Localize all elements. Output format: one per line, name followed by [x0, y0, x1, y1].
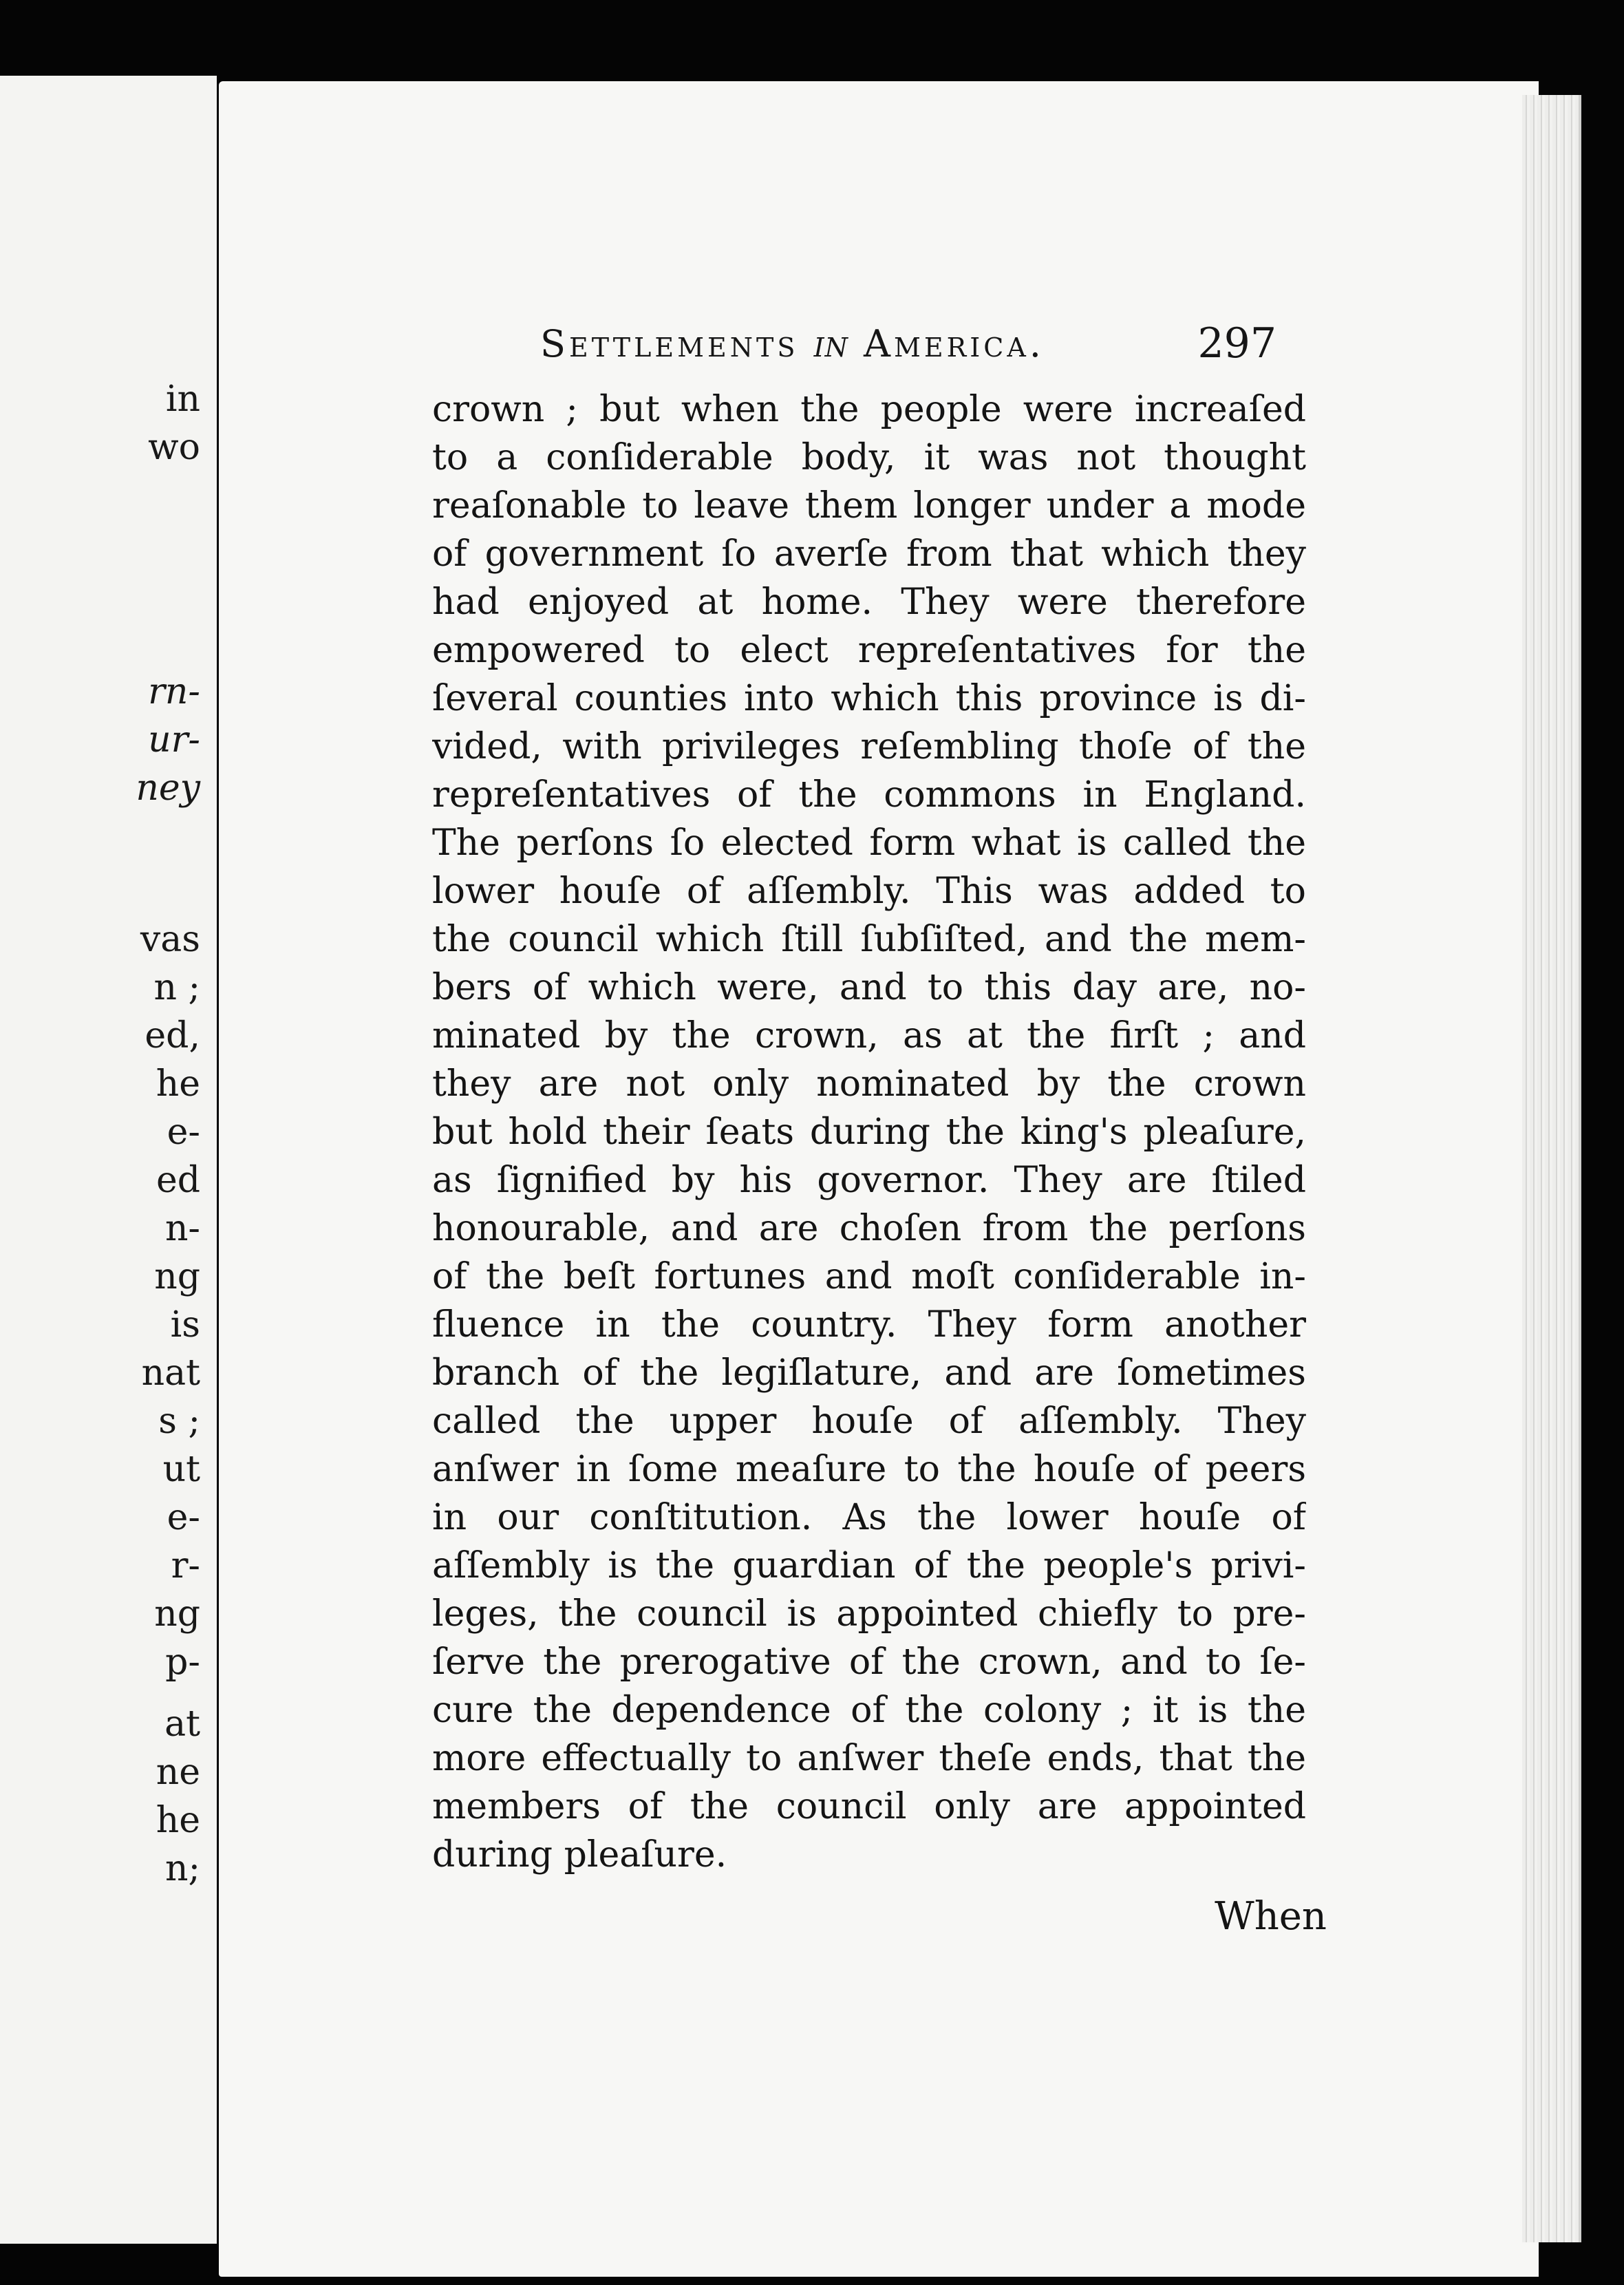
- text-line: of the beſt fortunes and moſt conſiderable in-: [432, 1256, 1306, 1297]
- catchword: When: [1215, 1894, 1327, 1939]
- facing-page-fragment: wo: [148, 427, 200, 468]
- text-line: lower houſe of aſſembly. This was added to: [432, 871, 1306, 912]
- facing-page-fragment: ed,: [145, 1015, 200, 1056]
- facing-page-fragment: nat: [141, 1352, 200, 1394]
- text-line: had enjoyed at home. They were therefore: [432, 582, 1306, 623]
- text-line: fluence in the country. They form another: [432, 1304, 1306, 1346]
- text-line: The perſons ſo elected form what is called the: [432, 822, 1306, 864]
- running-title: [540, 322, 1045, 365]
- text-line: repreſentatives of the commons in England.: [432, 774, 1306, 816]
- facing-page-fragment: s ;: [158, 1401, 200, 1442]
- running-head: [540, 319, 1276, 377]
- facing-page-fragment: in: [165, 379, 200, 420]
- facing-page-fragment: rn-: [148, 671, 200, 712]
- page-edges: [1522, 95, 1581, 2242]
- facing-page-fragment: he: [156, 1800, 200, 1841]
- text-line: in our conſtitution. As the lower houſe of: [432, 1497, 1306, 1538]
- text-line: they are not only nominated by the crown: [432, 1063, 1306, 1105]
- text-line: ſerve the prerogative of the crown, and to ſe-: [432, 1641, 1306, 1683]
- facing-page-fragment: ney: [136, 767, 200, 809]
- facing-page-fragment: r-: [171, 1545, 200, 1586]
- facing-page-fragment: n-: [164, 1208, 200, 1249]
- text-line: as ſignified by his governor. They are ſtiled: [432, 1160, 1306, 1201]
- text-line: crown ; but when the people were increaſed: [432, 389, 1306, 430]
- text-line: during pleaſure.: [432, 1834, 727, 1875]
- running-title-part2: America.: [864, 322, 1045, 365]
- facing-page-fragment: ng: [154, 1593, 200, 1635]
- facing-page-fragment: ut: [162, 1449, 200, 1490]
- facing-page-fragment: e-: [167, 1497, 200, 1538]
- text-line: but hold their ſeats during the king's pleaſure,: [432, 1112, 1306, 1153]
- running-title-part1: Settlements: [540, 322, 799, 365]
- page-number: 297: [1197, 319, 1276, 368]
- facing-page-fragment: ne: [156, 1752, 200, 1793]
- facing-page-fragment: at: [164, 1703, 200, 1745]
- running-title-italic: in: [813, 322, 848, 365]
- facing-page-fragment: n ;: [153, 967, 200, 1008]
- text-line: anſwer in ſome meaſure to the houſe of peers: [432, 1449, 1306, 1490]
- text-line: to a conſiderable body, it was not thought: [432, 437, 1306, 478]
- facing-page-left: [0, 76, 217, 2244]
- text-line: branch of the legiſlature, and are ſometimes: [432, 1352, 1306, 1394]
- text-line: members of the council only are appointed: [432, 1786, 1306, 1827]
- text-line: ſeveral counties into which this province is di-: [432, 678, 1306, 719]
- text-line: minated by the crown, as at the firſt ; and: [432, 1015, 1306, 1056]
- text-line: honourable, and are choſen from the perſons: [432, 1208, 1306, 1249]
- text-line: vided, with privileges reſembling thoſe of the: [432, 726, 1306, 767]
- facing-page-fragment: he: [156, 1063, 200, 1105]
- text-line: cure the dependence of the colony ; it is the: [432, 1690, 1306, 1731]
- text-line: bers of which were, and to this day are, no-: [432, 967, 1306, 1008]
- text-line: of government ſo averſe from that which they: [432, 533, 1306, 575]
- text-line: reaſonable to leave them longer under a mode: [432, 485, 1306, 527]
- facing-page-fragment: n;: [164, 1848, 200, 1889]
- text-line: aſſembly is the guardian of the people's privi-: [432, 1545, 1306, 1586]
- text-line: empowered to elect repreſentatives for the: [432, 630, 1306, 671]
- facing-page-fragment: ur-: [148, 719, 200, 761]
- facing-page-fragment: ed: [156, 1160, 200, 1201]
- text-line: called the upper houſe of aſſembly. They: [432, 1401, 1306, 1442]
- facing-page-fragment: is: [170, 1304, 200, 1346]
- facing-page-fragment: ng: [154, 1256, 200, 1297]
- text-line: the council which ſtill ſubſiſted, and the mem-: [432, 919, 1306, 960]
- text-line: leges, the council is appointed chiefly to pre-: [432, 1593, 1306, 1635]
- facing-page-fragment: e-: [167, 1112, 200, 1153]
- text-line: more effectually to anſwer theſe ends, that the: [432, 1738, 1306, 1779]
- body-text: [432, 385, 1306, 1879]
- facing-page-fragment: vas: [140, 919, 200, 960]
- facing-page-fragment: p-: [165, 1641, 200, 1683]
